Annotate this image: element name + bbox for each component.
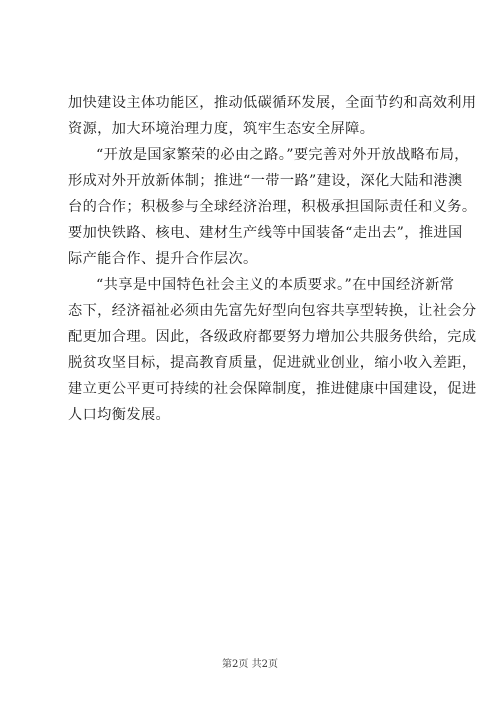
paragraph-3-line-4: 脱贫攻坚目标，提高教育质量，促进就业创业，缩小收入差距， <box>68 355 477 371</box>
paragraph-3-line-5: 建立更公平更可持续的社会保障制度，推进健康中国建设，促进 <box>68 381 477 397</box>
paragraph-2-line-3: 台的合作；积极参与全球经济治理，积极承担国际责任和义务。 <box>68 199 477 215</box>
paragraph-3-line-3: 配更加合理。因此，各级政府都要努力增加公共服务供给，完成 <box>68 329 477 345</box>
paragraph-3-line-6: 人口均衡发展。 <box>68 407 171 423</box>
page-footer <box>0 655 500 670</box>
paragraph-2-line-1: “开放是国家繁荣的必由之路。”要完善对外开放战略布局， <box>96 147 469 163</box>
document-body <box>68 90 477 428</box>
paragraph-2-line-2: 形成对外开放新体制；推进“一带一路”建设，深化大陆和港澳 <box>68 173 463 189</box>
paragraph-1-line-1: 加快建设主体功能区，推动低碳循环发展，全面节约和高效利用 <box>68 95 477 111</box>
paragraph-1-line-2: 资源，加大环境治理力度，筑牢生态安全屏障。 <box>68 121 375 137</box>
paragraph-2-line-5: 际产能合作、提升合作层次。 <box>68 251 258 267</box>
paragraph-3-line-2: 态下，经济福祉必须由先富先好型向包容共享型转换，让社会分 <box>68 303 477 319</box>
page-number-label: 第2页 共2页 <box>222 659 278 670</box>
paragraph-3-line-1: “共享是中国特色社会主义的本质要求。”在中国经济新常 <box>96 277 455 293</box>
paragraph-2-line-4: 要加快铁路、核电、建材生产线等中国装备“走出去”，推进国 <box>68 225 463 241</box>
